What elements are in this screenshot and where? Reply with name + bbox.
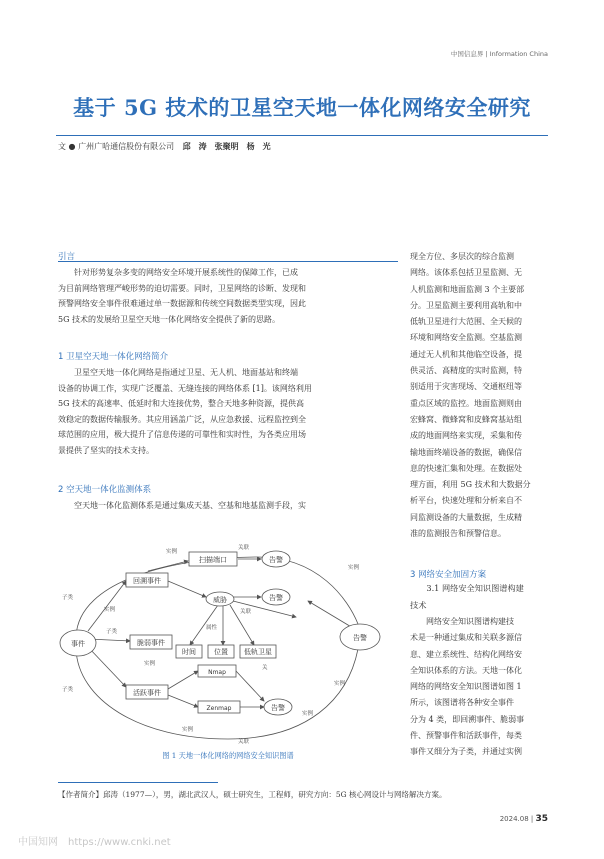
- text-line: 景提供了坚实的技术支持。: [58, 445, 154, 455]
- node-location-label: 位置: [214, 648, 228, 656]
- author-names: 邱 涛 张聚明 杨 光: [182, 142, 271, 151]
- watermark: 中国知网 https://www.cnki.net: [18, 837, 171, 848]
- page-number: 2024.08 | 35: [499, 814, 548, 824]
- text-line: 5G 技术的高速率、低延时和大连接优势，整合天地多种资源，提供高: [58, 399, 305, 409]
- title-divider: [56, 135, 548, 136]
- text-line: 理方面，利用 5G 技术和大数据分: [410, 480, 531, 490]
- edge-label: 属性: [206, 625, 218, 631]
- text-line: 通过无人机和其他临空设备，提: [410, 349, 522, 359]
- node-lowsat-label: 低轨卫星: [244, 648, 272, 656]
- knowledge-graph-figure: [58, 539, 398, 749]
- intro-divider: [58, 261, 398, 262]
- edge-label: 关: [262, 665, 268, 671]
- text-line: 分为 4 类，即回溯事件、脆弱事: [410, 714, 525, 724]
- node-time-label: 时间: [182, 648, 196, 656]
- text-line: 环境和网络安全监测。空基监测: [410, 333, 522, 343]
- section2-paragraph: [58, 498, 398, 514]
- node-retro-label: 回溯事件: [133, 577, 161, 585]
- edge-retro-threat: [168, 581, 206, 597]
- node-warn2-label: 告警: [269, 594, 283, 602]
- text-line: 分。卫星监测主要利用高轨和中: [410, 300, 522, 310]
- text-line: 供灵活、高精度的实时监测，特: [410, 366, 522, 376]
- section2-heading: 2 空天地一体化监测体系: [58, 485, 152, 495]
- text-line: 全知识体系的方法。天地一体化: [410, 665, 522, 675]
- text-line: 息的快速汇集和处理。在数据处: [410, 463, 522, 473]
- text-line: 同监测设备的大量数据，生成精: [410, 512, 522, 522]
- text-line: 人机监测和地面监测 3 个主要部: [410, 284, 525, 294]
- edge-label: 子类: [62, 595, 74, 601]
- intro-heading: 引言: [58, 252, 76, 262]
- node-scan-label: 扫描端口: [199, 556, 227, 564]
- journal-name: 中国信息界 | Information China: [450, 50, 548, 58]
- text-line: 空天地一体化监测体系是通过集成天基、空基和地基监测手段，实: [58, 501, 306, 510]
- node-active-label: 活跃事件: [133, 689, 161, 697]
- edge-label: 关联: [240, 609, 252, 615]
- text-line: 网络。该体系包括卫星监测、无: [410, 268, 522, 278]
- text-line: 术是一种通过集成和关联多源信: [410, 633, 522, 643]
- edge-label: 实例: [348, 565, 360, 571]
- text-line: 准的监测报告和预警信息。: [410, 529, 506, 539]
- text-line: 5G 技术的发展给卫星空天地一体化网络安全提供了新的思路。: [58, 314, 281, 324]
- section3-heading: 3 网络安全加固方案: [410, 570, 487, 580]
- page-num: 35: [535, 814, 548, 824]
- subsection-3-1-heading: [410, 580, 550, 613]
- edge-label: 实例: [144, 661, 156, 667]
- text-line: 宏蜂窝、微蜂窝和皮蜂窝基站组: [410, 414, 522, 424]
- node-warn1-label: 告警: [269, 556, 283, 564]
- text-line: 事件又细分为子类，并通过实例: [410, 747, 522, 757]
- edge-arc-bottom: [76, 649, 358, 739]
- text-line: 所示，该图谱将各种安全事件: [410, 698, 514, 708]
- text-line: 输地面终端设备的数据，确保信: [410, 447, 522, 457]
- edge-label: 实例: [334, 681, 346, 687]
- text-line: 技术: [410, 599, 427, 610]
- edge-label: 实例: [166, 549, 178, 555]
- text-line: 预警网络安全事件很难通过单一数据源和传统空间数据类型实现，因此: [58, 299, 306, 309]
- text-line: 低轨卫星进行大范围、全天候的: [410, 317, 522, 327]
- footer-divider: [58, 782, 218, 783]
- text-line: 为目前网络管理严峻形势的迫切需要。同时，卫星网络的诊断、发现和: [58, 283, 306, 293]
- intro-paragraph: [58, 265, 398, 327]
- text-line: 针对形势复杂多变的网络安全环境开展系统性的保障工作，已成: [58, 268, 298, 277]
- text-line: 件、预警事件和活跃事件，每类: [410, 731, 522, 741]
- text-line: 成的地面网络来实现，采集和传: [410, 431, 522, 441]
- edge-label: 关联: [238, 739, 250, 745]
- author-line: [58, 141, 271, 152]
- edge-label: 子类: [106, 629, 118, 635]
- right-column-text: [410, 249, 550, 542]
- edge-active-nmap: [168, 671, 198, 689]
- edge-active-zenmap: [168, 695, 198, 707]
- text-line: 析平台，快速处理和分析来自不: [410, 496, 522, 506]
- issue-date: 2024.08: [499, 815, 529, 823]
- edge-nmap-warn: [236, 671, 264, 701]
- text-line: 球范围的应用，极大提升了信息传递的可靠性和实时性，为各类应用场: [58, 430, 306, 440]
- section3-paragraph: [410, 614, 550, 761]
- text-line: 网络安全知识图谱构建技: [410, 617, 514, 626]
- author-note: 【作者简介】邱涛（1977—），男，湖北武汉人，硕士研究生，工程师，研究方向：5G 核心网设计与网络解决方案。: [58, 790, 447, 799]
- affiliation: 文 ● 广州广哈通信股份有限公司: [58, 142, 175, 151]
- text-line: 设备的协调工作，实现广泛覆盖、无缝连接的网络体系 [1]。该网络利用: [58, 383, 312, 393]
- article-title: 基于 5G 技术的卫星空天地一体化网络安全研究: [73, 95, 531, 120]
- section1-paragraph: [58, 365, 398, 459]
- text-line: 3.1 网络安全知识图谱构建: [410, 583, 524, 593]
- text-line: 网络的网络安全知识图谱如图 1: [410, 682, 522, 692]
- node-alert-label: 告警: [353, 634, 367, 642]
- text-line: 效稳定的数据传输服务。其应用涵盖广泛，从应急救援、远程监控到全: [58, 414, 306, 424]
- node-nmap-label: Nmap: [208, 669, 226, 676]
- edge-label: 实例: [302, 711, 314, 717]
- node-vuln-label: 脆弱事件: [137, 639, 165, 647]
- edge-event-active: [88, 647, 126, 687]
- edge-label: 子类: [62, 687, 74, 693]
- edge-label: 关联: [238, 545, 250, 551]
- text-line: 重点区域的监控。地面监测则由: [410, 398, 522, 408]
- text-line: 现全方位、多层次的综合监测: [410, 252, 514, 261]
- node-threat-label: 威胁: [213, 596, 227, 604]
- node-zenmap-label: Zenmap: [206, 705, 232, 712]
- section1-heading: 1 卫星空天地一体化网络简介: [58, 352, 169, 362]
- text-line: 卫星空天地一体化网络是指通过卫星、无人机、地面基站和终端: [58, 368, 298, 377]
- text-line: 别适用于灾害现场、交通枢纽等: [410, 382, 522, 392]
- edge-event-retro: [88, 581, 126, 631]
- text-line: 息、建立系统性、结构化网络安: [410, 649, 522, 659]
- node-warn3-label: 告警: [271, 704, 285, 712]
- edge-label: 实例: [182, 727, 194, 733]
- edge-label: 实例: [104, 607, 116, 613]
- edge-retro-scan: [148, 561, 188, 571]
- figure-caption: 图 1 天地一体化网络的网络安全知识图谱: [162, 751, 294, 760]
- node-event-label: 事件: [71, 640, 85, 648]
